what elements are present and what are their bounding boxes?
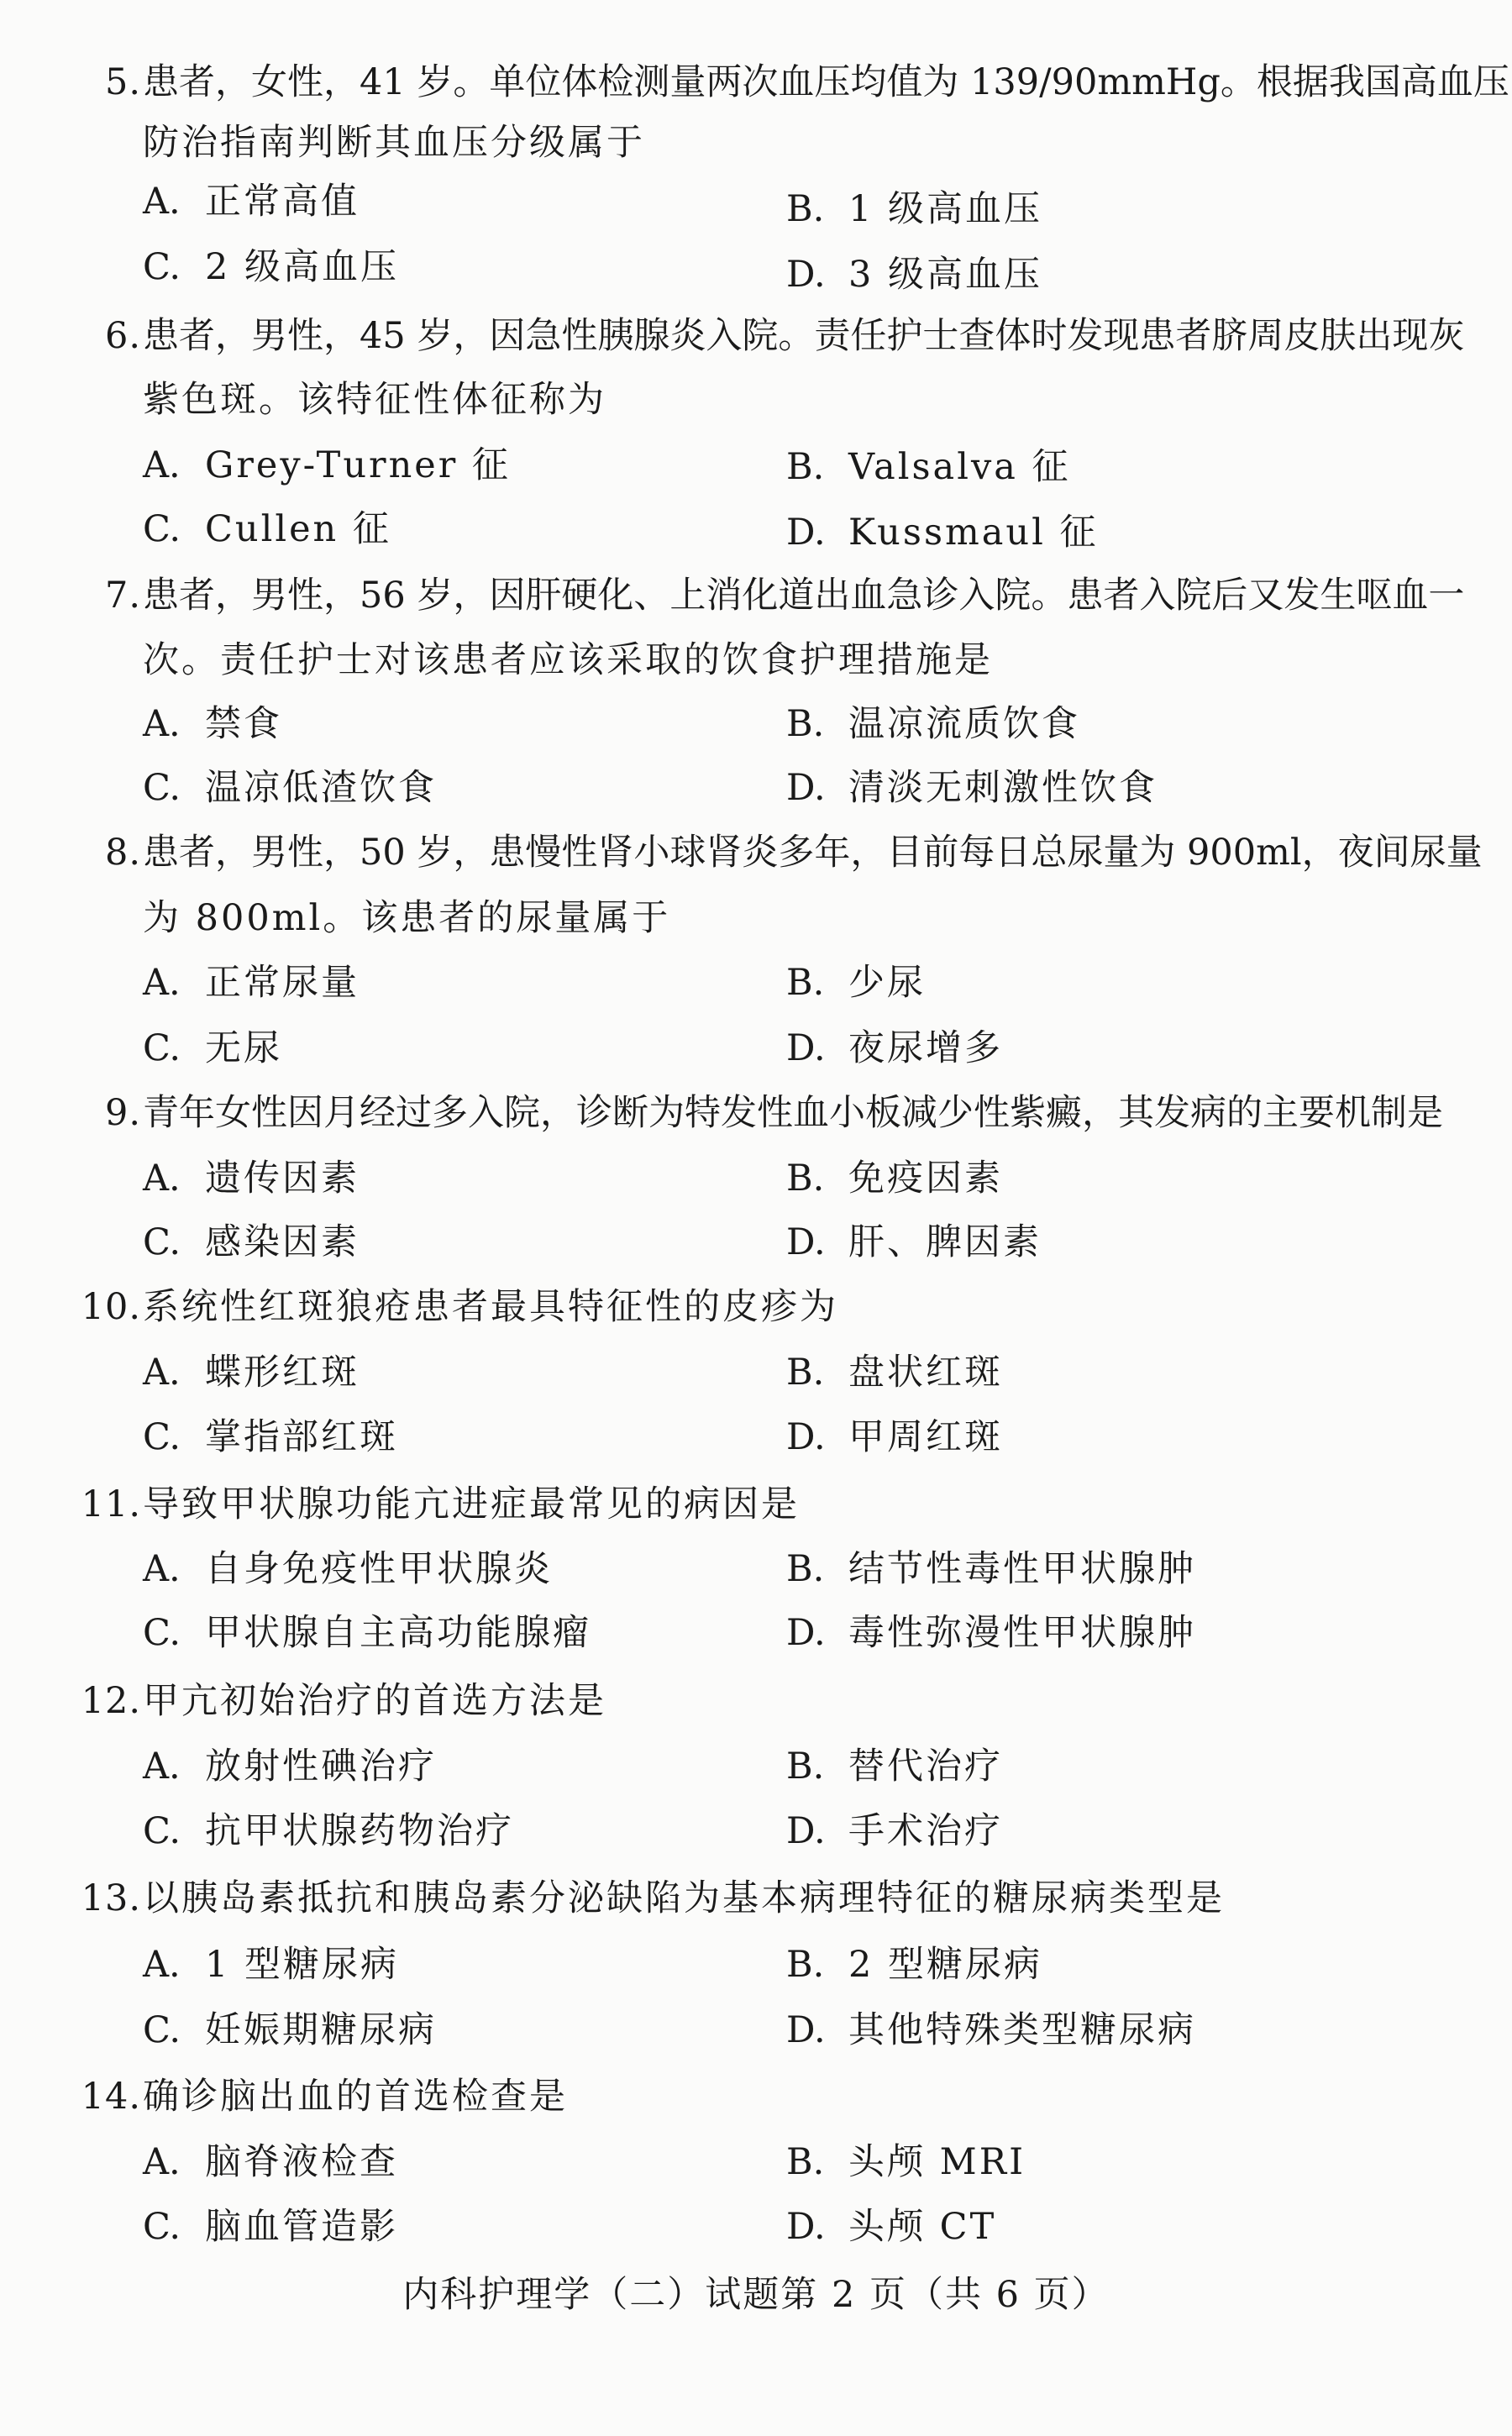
question-number: 5. [104,61,141,103]
option-b: B. 1 级高血压 [786,188,1043,230]
question-stem-line: 为 800ml。该患者的尿量属于 [143,897,671,939]
question-stem-line: 次。责任护士对该患者应该采取的饮食护理措施是 [143,639,993,681]
page-footer: 内科护理学（二）试题第 2 页（共 6 页） [402,2274,1110,2316]
question-stem-line: 系统性红斑狼疮患者最具特征性的皮疹为 [143,1286,838,1328]
option-c: C. 妊娠期糖尿病 [143,2009,437,2051]
question-stem-line: 患者，男性，50 岁，患慢性肾小球肾炎多年，目前每日总尿量为 900ml，夜间尿量 [143,832,1483,874]
option-d: D. 夜尿增多 [786,1027,1003,1069]
option-b: B. 2 型糖尿病 [786,1944,1043,1986]
option-c: C. 温凉低渣饮食 [143,767,437,809]
option-b: B. 盘状红斑 [786,1352,1003,1394]
option-b: B. 头颅 MRI [786,2141,1026,2183]
option-d: D. 头颅 CT [786,2206,997,2248]
option-b: B. Valsalva 征 [786,446,1071,488]
option-c: C. Cullen 征 [143,508,391,550]
option-a: A. 放射性碘治疗 [143,1746,437,1788]
question-stem-line: 青年女性因月经过多入院，诊断为特发性血小板减少性紫癜，其发病的主要机制是 [143,1092,1443,1134]
option-d: D. 3 级高血压 [786,254,1043,296]
option-d: D. 手术治疗 [786,1810,1003,1852]
option-c: C. 感染因素 [143,1221,360,1263]
question-number: 9. [104,1092,141,1134]
option-c: C. 抗甲状腺药物治疗 [143,1810,514,1852]
option-b: B. 结节性毒性甲状腺肿 [786,1548,1196,1590]
option-c: C. 无尿 [143,1027,282,1069]
option-a: A. 脑脊液检查 [143,2141,398,2183]
option-a: A. 自身免疫性甲状腺炎 [143,1548,553,1590]
option-d: D. 其他特殊类型糖尿病 [786,2009,1196,2051]
question-stem-line: 确诊脑出血的首选检查是 [143,2076,568,2118]
question-stem-line: 以胰岛素抵抗和胰岛素分泌缺陷为基本病理特征的糖尿病类型是 [143,1877,1225,1919]
question-number: 8. [104,832,141,874]
option-b: B. 替代治疗 [786,1746,1003,1788]
question-stem-line: 防治指南判断其血压分级属于 [143,122,645,164]
option-c: C. 掌指部红斑 [143,1416,398,1458]
option-b: B. 少尿 [786,962,926,1004]
option-b: B. 免疫因素 [786,1158,1003,1200]
question-number: 6. [104,315,141,357]
question-stem-line: 患者，男性，45 岁，因急性胰腺炎入院。责任护士查体时发现患者脐周皮肤出现灰 [143,315,1465,357]
option-d: D. 清淡无刺激性饮食 [786,767,1158,809]
option-c: C. 脑血管造影 [143,2206,398,2248]
option-a: A. 正常尿量 [143,962,360,1004]
option-a: A. 1 型糖尿病 [143,1944,400,1986]
question-number: 10. [81,1286,141,1328]
question-stem-line: 导致甲状腺功能亢进症最常见的病因是 [143,1483,800,1525]
question-stem-line: 患者，女性，41 岁。单位体检测量两次血压均值为 139/90mmHg。根据我国高血压 [143,61,1509,103]
option-a: A. 蝶形红斑 [143,1352,360,1394]
question-number: 7. [104,575,141,617]
option-d: D. Kussmaul 征 [786,512,1099,554]
option-d: D. 毒性弥漫性甲状腺肿 [786,1612,1196,1654]
question-number: 14. [81,2076,141,2118]
option-a: A. 禁食 [143,703,282,745]
option-a: A. 遗传因素 [143,1158,360,1200]
option-c: C. 2 级高血压 [143,246,400,288]
option-a: A. Grey-Turner 征 [143,444,511,486]
question-stem-line: 患者，男性，56 岁，因肝硬化、上消化道出血急诊入院。患者入院后又发生呕血一 [143,575,1465,617]
option-b: B. 温凉流质饮食 [786,703,1080,745]
question-number: 13. [81,1877,141,1919]
option-c: C. 甲状腺自主高功能腺瘤 [143,1612,591,1654]
question-number: 12. [81,1680,141,1722]
option-a: A. 正常高值 [143,181,360,223]
question-number: 11. [81,1483,141,1525]
question-stem-line: 甲亢初始治疗的首选方法是 [143,1680,606,1722]
question-stem-line: 紫色斑。该特征性体征称为 [143,379,606,421]
option-d: D. 甲周红斑 [786,1416,1003,1458]
option-d: D. 肝、脾因素 [786,1221,1042,1263]
